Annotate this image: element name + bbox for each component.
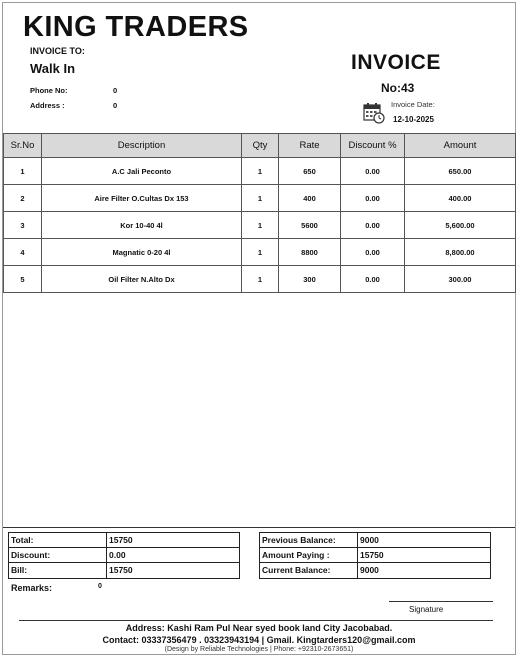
items-table	[3, 133, 516, 293]
cell-amount: 5,600.00	[405, 212, 516, 239]
cell-amount: 650.00	[405, 158, 516, 185]
table-row	[4, 212, 516, 239]
cell-discount: 0.00	[341, 158, 405, 185]
previous-balance-value: 9000	[360, 535, 379, 545]
cell-discount: 0.00	[341, 212, 405, 239]
cell-description: A.C Jali Peconto	[42, 158, 242, 185]
summary-divider	[3, 527, 515, 528]
cell-description: Aire Filter O.Cultas Dx 153	[42, 185, 242, 212]
balance-box	[259, 532, 491, 579]
col-amount: Amount	[405, 134, 516, 158]
remarks-label: Remarks:	[11, 583, 53, 593]
cell-qty: 1	[242, 239, 279, 266]
footer-line	[19, 620, 493, 621]
cell-discount: 0.00	[341, 185, 405, 212]
table-row	[4, 185, 516, 212]
invoice-date: 12-10-2025	[393, 115, 434, 124]
cell-sr-no: 4	[4, 239, 42, 266]
totals-box	[8, 532, 240, 579]
address-value: 0	[113, 101, 118, 110]
cell-qty: 1	[242, 185, 279, 212]
invoice-to-label: INVOICE TO:	[30, 46, 85, 56]
discount-value: 0.00	[109, 550, 126, 560]
customer-name: Walk In	[30, 61, 76, 76]
cell-description: Kor 10-40 4l	[42, 212, 242, 239]
current-balance-label: Current Balance:	[260, 563, 358, 578]
table-row	[4, 266, 516, 293]
cell-qty: 1	[242, 158, 279, 185]
cell-discount: 0.00	[341, 239, 405, 266]
footer-address: Address: Kashi Ram Pul Near syed book land City Jacobabad.	[125, 623, 393, 633]
footer-contact: Contact: 03337356479 . 03323943194 | Gmail. Kingtarders120@gmail.com	[102, 635, 416, 645]
cell-description: Oil Filter N.Alto Dx	[42, 266, 242, 293]
cell-rate: 5600	[279, 212, 341, 239]
footer-credit: (Design by Reliable Technologies | Phone: +92310-2673651)	[164, 646, 354, 653]
current-balance-value: 9000	[360, 565, 379, 575]
col-sr-no: Sr.No	[4, 134, 42, 158]
cell-amount: 300.00	[405, 266, 516, 293]
col-description: Description	[42, 134, 242, 158]
cell-rate: 650	[279, 158, 341, 185]
phone-label: Phone No:	[30, 86, 68, 95]
phone-value: 0	[113, 86, 118, 95]
total-value: 15750	[109, 535, 133, 545]
remarks-value: 0	[98, 583, 102, 590]
previous-balance-label: Previous Balance:	[260, 533, 358, 547]
invoice-date-label: Invoice Date:	[391, 100, 435, 109]
cell-rate: 400	[279, 185, 341, 212]
signature-label: Signature	[409, 605, 444, 614]
cell-amount: 400.00	[405, 185, 516, 212]
cell-description: Magnatic 0-20 4l	[42, 239, 242, 266]
table-row	[4, 239, 516, 266]
invoice-page	[2, 2, 516, 655]
signature-line	[389, 601, 493, 602]
table-header-row	[4, 134, 516, 158]
table-row	[4, 158, 516, 185]
cell-sr-no: 1	[4, 158, 42, 185]
discount-label: Discount:	[9, 548, 107, 562]
cell-amount: 8,800.00	[405, 239, 516, 266]
cell-qty: 1	[242, 266, 279, 293]
amount-paying-value: 15750	[360, 550, 384, 560]
cell-rate: 300	[279, 266, 341, 293]
invoice-number: No:43	[381, 81, 415, 95]
cell-sr-no: 2	[4, 185, 42, 212]
calendar-icon	[363, 102, 385, 124]
col-qty: Qty	[242, 134, 279, 158]
col-discount: Discount %	[341, 134, 405, 158]
invoice-title: INVOICE	[351, 51, 441, 74]
address-label: Address :	[30, 101, 65, 110]
company-name: KING TRADERS	[23, 11, 249, 43]
cell-sr-no: 3	[4, 212, 42, 239]
col-rate: Rate	[279, 134, 341, 158]
bill-value: 15750	[109, 565, 133, 575]
amount-paying-label: Amount Paying :	[260, 548, 358, 562]
total-label: Total:	[9, 533, 107, 547]
cell-discount: 0.00	[341, 266, 405, 293]
cell-qty: 1	[242, 212, 279, 239]
bill-label: Bill:	[9, 563, 107, 578]
cell-sr-no: 5	[4, 266, 42, 293]
cell-rate: 8800	[279, 239, 341, 266]
